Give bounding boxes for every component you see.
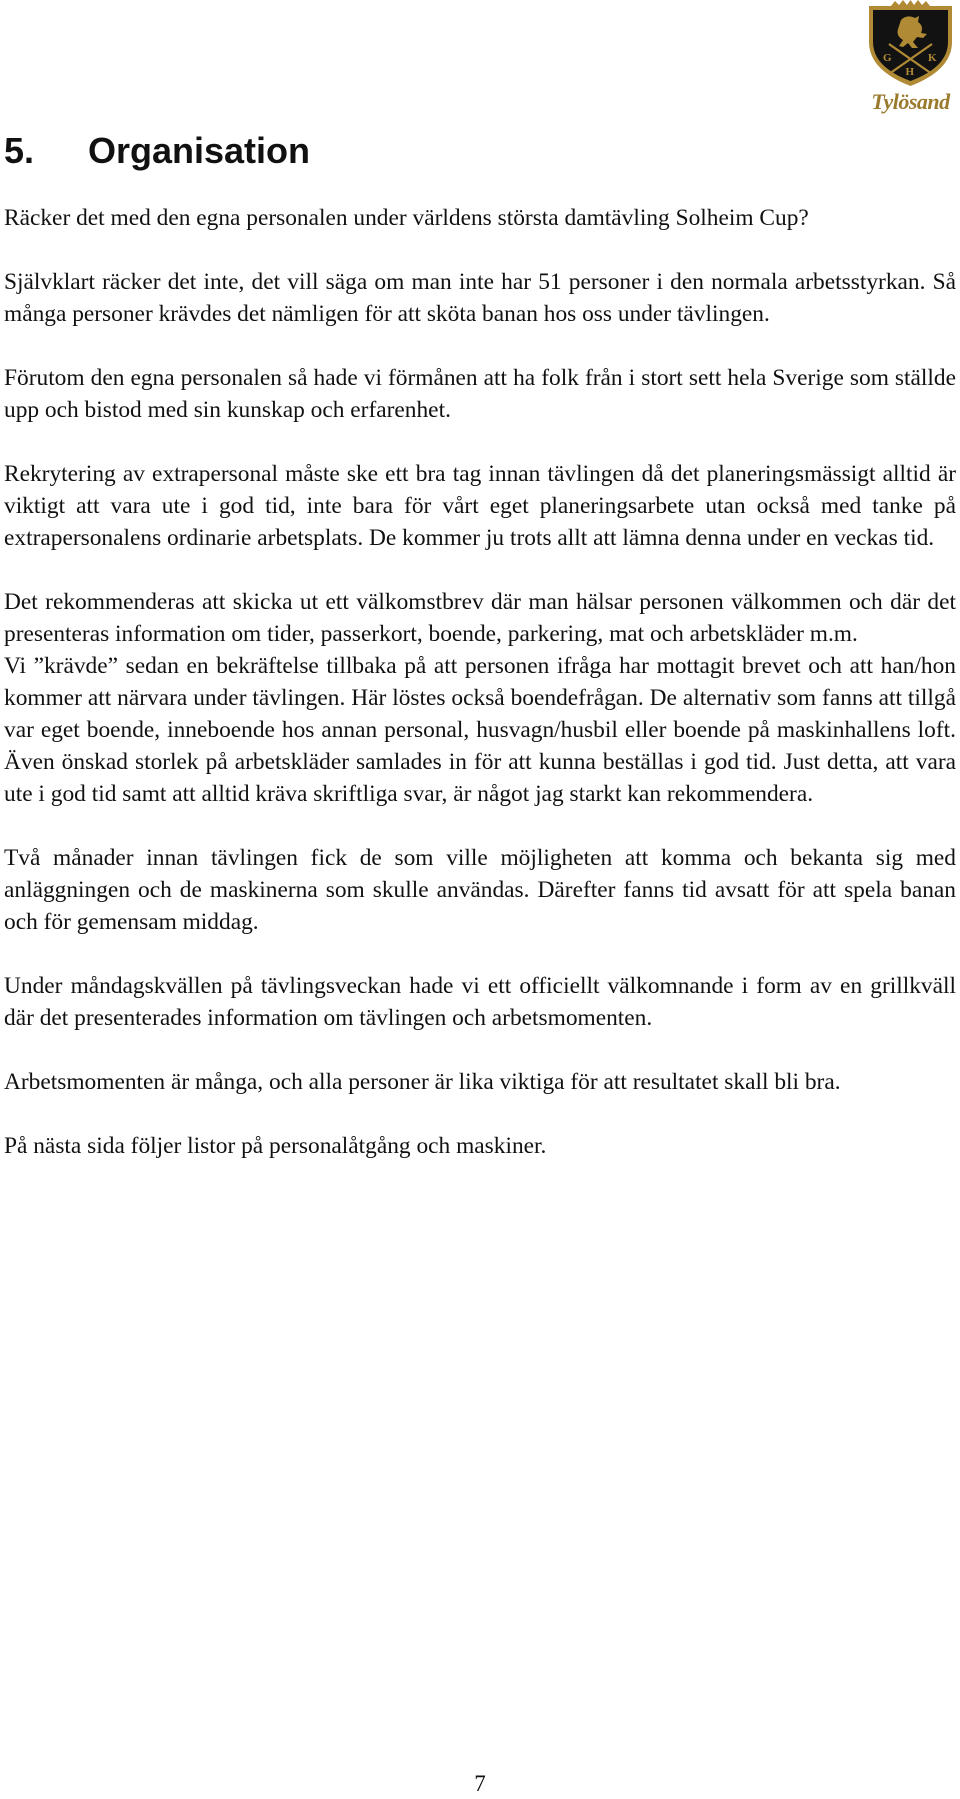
paragraph: På nästa sida följer listor på personalåtgång och maskiner.: [4, 1133, 547, 1159]
paragraph: Arbetsmomenten är många, och alla personer är lika viktiga för att resultatet skall bli bra.: [4, 1069, 841, 1095]
section-number: 5.: [4, 130, 35, 171]
emblem-letter-k: K: [928, 52, 937, 64]
tylosand-logo: [861, 0, 960, 124]
logo-wordmark: Tylösand: [871, 89, 950, 114]
paragraph: Vi ”krävde” sedan en bekräftelse tillbaka på att personen ifråga har mottagit brevet och att han/hon kommer att närvara under tävlingen. Här löstes också boendefrågan. De alternativ som fanns att tillgå var eget boende, inneboende hos annan personal, husvagn/husbil eller boende på maskinhallens loft. Även önskad storlek på arbetskläder samlades in för att kunna beställas i god tid. Just detta, att vara ute i god tid samt att alltid kräva skriftliga svar, är något jag starkt kan rekommendera.: [4, 653, 956, 807]
paragraph: Självklart räcker det inte, det vill säga om man inte har 51 personer i den normala arbetsstyrkan. Så många personer krävdes det nämligen för att sköta banan hos oss under tävlingen.: [4, 269, 956, 327]
body-text: [4, 202, 956, 1194]
page-number: 7: [474, 1771, 486, 1796]
paragraph: Förutom den egna personalen så hade vi förmånen att ha folk från i stort sett hela Sverige som ställde upp och bistod med sin kunskap och erfarenhet.: [4, 365, 956, 423]
section-title: Organisation: [88, 130, 311, 171]
section-heading: [4, 130, 310, 172]
paragraph: Under måndagskvällen på tävlingsveckan hade vi ett officiellt välkomnande i form av en grillkväll där det presenterades information om tävlingen och arbetsmomenten.: [4, 973, 956, 1031]
paragraph: Det rekommenderas att skicka ut ett välkomstbrev där man hälsar personen välkommen och där det presenteras information om tider, passerkort, boende, parkering, mat och arbetskläder m.m.: [4, 589, 956, 647]
emblem-letter-g: G: [883, 52, 892, 64]
emblem-letter-h: H: [905, 66, 915, 78]
shield-emblem-icon: [861, 0, 960, 90]
paragraph: Räcker det med den egna personalen under världens största damtävling Solheim Cup?: [4, 205, 809, 231]
paragraph: Rekrytering av extrapersonal måste ske ett bra tag innan tävlingen då det planeringsmässigt alltid är viktigt att vara ute i god tid, inte bara för vårt eget planeringsarbete utan också med tanke på extrapersonalens ordinarie arbetsplats. De kommer ju trots allt att lämna denna under en veckas tid.: [4, 461, 956, 551]
paragraph: Två månader innan tävlingen fick de som ville möjligheten att komma och bekanta sig med anläggningen och de maskinerna som skulle användas. Därefter fanns tid avsatt för att spela banan och för gemensam middag.: [4, 845, 956, 935]
